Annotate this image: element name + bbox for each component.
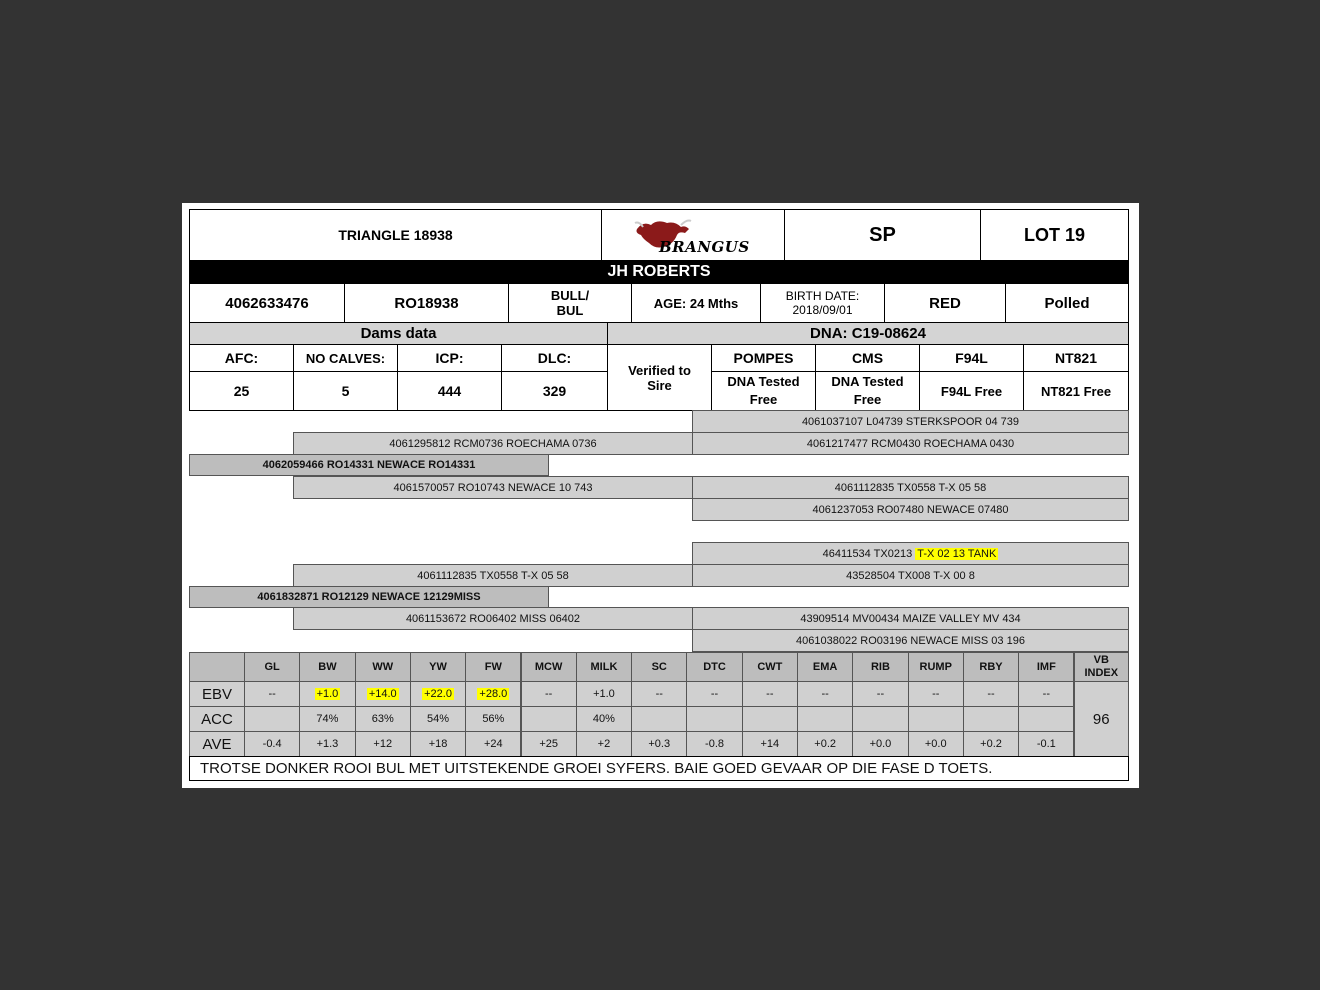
ebv-value: +2 [597,738,611,750]
ebv-row-label-ebv: EBV [189,681,245,707]
pedigree-sd: 4061570057 RO10743 NEWACE 10 743 [293,476,693,499]
nt821-result: NT821 Free [1023,371,1129,411]
ebv-cell [852,731,908,757]
vb-index-value: 96 [1074,681,1130,757]
ebv-value: +14 [760,738,780,750]
f94l-label: F94L [919,344,1024,372]
ebv-cell [521,681,577,707]
ebv-cell [686,731,742,757]
ebv-header-corner [189,652,245,682]
ebv-cell [244,681,300,707]
ebv-cell [521,706,577,732]
birth-date: BIRTH DATE: 2018/09/01 [760,283,885,323]
ebv-cell [521,731,577,757]
ebv-value: -- [710,688,719,700]
ebv-cell [355,681,411,707]
animal-age: AGE: 24 Mths [631,283,761,323]
bull-head-icon [633,215,753,255]
cms-result: DNA Tested Free [815,371,920,411]
polled-status: Polled [1005,283,1129,323]
ebv-cell [299,731,355,757]
breeder-bar: JH ROBERTS [189,260,1129,284]
cms-label: CMS [815,344,920,372]
animal-id: 4062633476 [189,283,345,323]
ebv-cell [576,681,632,707]
ebv-col-ww: WW [355,652,411,682]
ebv-value: -0.1 [1036,738,1056,750]
sale-card [182,203,1139,788]
ebv-cell [410,681,466,707]
ebv-value: -- [766,688,774,700]
ebv-col-bw: BW [299,652,355,682]
ebv-cell [742,706,798,732]
ebv-value: 54% [427,713,450,725]
ebv-value: +1.3 [316,738,339,750]
ebv-value: -- [655,688,663,700]
ebv-value: +14.0 [368,688,397,700]
ebv-cell [355,706,411,732]
ebv-cell [852,706,908,732]
vb-index-header [1074,652,1130,682]
ebv-value: -- [987,688,995,700]
ebv-value: -0.4 [262,738,282,750]
ebv-cell [963,706,1019,732]
ebv-cell [742,681,798,707]
afc-value: 25 [189,371,294,411]
animal-code: RO18938 [344,283,509,323]
ebv-col-imf: IMF [1018,652,1074,682]
calves-value: 5 [293,371,398,411]
ebv-col-sc: SC [631,652,687,682]
animal-sex: BULL/ BUL [508,283,632,323]
ebv-value: +0.3 [648,738,671,750]
ebv-cell [742,731,798,757]
ebv-cell [465,681,521,707]
grade: SP [784,209,981,261]
ebv-value: -- [821,688,829,700]
pedigree-dd: 4061153672 RO06402 MISS 06402 [293,607,693,630]
ebv-value: +28.0 [479,688,508,700]
pompes-label: POMPES [711,344,816,372]
animal-color: RED [884,283,1006,323]
brangus-logo [601,209,785,261]
pedigree-dsd: 43528504 TX008 T-X 00 8 [692,564,1129,587]
highlighted-sire: T-X 02 13 TANK [917,547,997,560]
ebv-cell [631,706,687,732]
pedigree-dds: 43909514 MV00434 MAIZE VALLEY MV 434 [692,607,1129,630]
afc-label: AFC: [189,344,294,372]
pedigree-sire: 4062059466 RO14331 NEWACE RO14331 [189,454,549,476]
pedigree-ss: 4061295812 RCM0736 ROECHAMA 0736 [293,432,693,455]
ebv-cell [797,706,853,732]
ebv-cell [410,731,466,757]
pedigree-sss: 4061037107 L04739 STERKSPOOR 04 739 [692,410,1129,433]
ebv-value: -- [932,688,940,700]
logo-text: BRANGUS [659,238,750,255]
lot-number: LOT 19 [980,209,1129,261]
pedigree-sds: 4061112835 TX0558 T-X 05 58 [692,476,1129,499]
ebv-value: 63% [371,713,394,725]
ebv-cell [465,731,521,757]
ebv-col-cwt: CWT [742,652,798,682]
ebv-value: 40% [592,713,615,725]
ebv-cell [1018,681,1074,707]
ebv-value: 74% [316,713,339,725]
dna-title: DNA: C19-08624 [607,322,1129,345]
ebv-value: -- [544,688,553,700]
ebv-value: +0.2 [814,738,836,750]
ebv-value: +24 [484,738,503,750]
ebv-col-mcw: MCW [521,652,577,682]
icp-value: 444 [397,371,502,411]
pedigree-dss: 46411534 TX0213 T-X 02 13 TANK [692,542,1129,565]
ebv-cell [686,706,742,732]
ebv-value: +1.0 [593,688,615,700]
pompes-result: DNA Tested Free [711,371,816,411]
ebv-value: +25 [539,738,558,750]
ebv-col-rump: RUMP [908,652,964,682]
ebv-col-yw: YW [410,652,466,682]
ebv-value: 56% [482,713,505,725]
ebv-cell [244,706,300,732]
ebv-cell [355,731,411,757]
pedigree-ds: 4061112835 TX0558 T-X 05 58 [293,564,693,587]
ebv-row-label-ave: AVE [189,731,245,757]
dlc-label: DLC: [501,344,608,372]
ebv-col-dtc: DTC [686,652,742,682]
ebv-col-rib: RIB [852,652,908,682]
ebv-cell [963,681,1019,707]
ebv-value: -0.8 [705,738,725,750]
ebv-cell [797,681,853,707]
ebv-value: -- [268,688,276,700]
ebv-cell [908,706,964,732]
ebv-value: +0.2 [980,738,1002,750]
ebv-cell [1018,731,1074,757]
ebv-value: -- [1042,688,1050,700]
remark: TROTSE DONKER ROOI BUL MET UITSTEKENDE GROEI SYFERS. BAIE GOED GEVAAR OP DIE FASE D TOETS. [189,756,1129,781]
ebv-row-label-acc: ACC [189,706,245,732]
vb-index-label: VB [1093,654,1109,666]
ebv-cell [299,706,355,732]
ebv-value: -- [876,688,885,700]
ebv-cell [686,681,742,707]
ebv-cell [576,706,632,732]
icp-label: ICP: [397,344,502,372]
calves-label: NO CALVES: [293,344,398,372]
ebv-col-milk: MILK [576,652,632,682]
ebv-cell [908,681,964,707]
ebv-cell [908,731,964,757]
ebv-cell [797,731,853,757]
ebv-value: +18 [428,738,448,750]
nt821-label: NT821 [1023,344,1129,372]
f94l-result: F94L Free [919,371,1024,411]
pedigree-sdd: 4061237053 RO07480 NEWACE 07480 [692,498,1129,521]
animal-name: TRIANGLE 18938 [189,209,602,261]
ebv-col-rby: RBY [963,652,1019,682]
ebv-cell [410,706,466,732]
dlc-value: 329 [501,371,608,411]
vb-index-label: INDEX [1084,667,1119,679]
pedigree-ddd: 4061038022 RO03196 NEWACE MISS 03 196 [692,629,1129,652]
ebv-cell [576,731,632,757]
ebv-cell [631,681,687,707]
ebv-value: +1.0 [316,688,339,700]
ebv-value: +12 [373,738,393,750]
ebv-cell [1018,706,1074,732]
dams-title: Dams data [189,322,608,345]
ebv-cell [963,731,1019,757]
verified-to-sire: Verified to Sire [607,344,712,411]
ebv-cell [631,731,687,757]
pedigree-ssd: 4061217477 RCM0430 ROECHAMA 0430 [692,432,1129,455]
ebv-cell [244,731,300,757]
ebv-col-gl: GL [244,652,300,682]
pedigree-dam: 4061832871 RO12129 NEWACE 12129MISS [189,586,549,608]
ebv-value: +0.0 [924,738,947,750]
ebv-value: +22.0 [424,688,452,700]
ebv-cell [299,681,355,707]
ebv-value: +0.0 [869,738,892,750]
ebv-cell [852,681,908,707]
ebv-col-fw: FW [465,652,521,682]
ebv-cell [465,706,521,732]
ebv-col-ema: EMA [797,652,853,682]
